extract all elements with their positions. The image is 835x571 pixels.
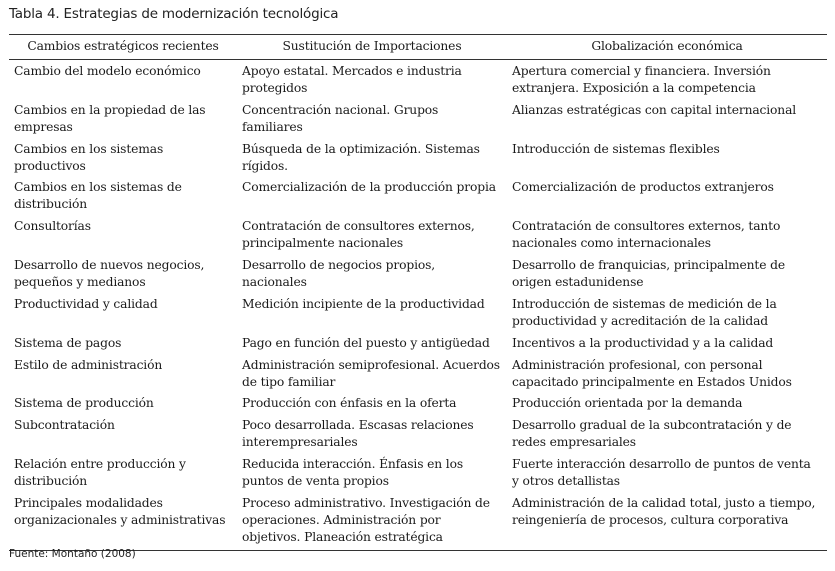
cell-globalizacion: Administración profesional, con personal capacitado principalmente en Estados Unidos (512, 357, 792, 389)
cell-globalizacion: Incentivos a la productividad y a la calidad (512, 335, 774, 350)
cell-cambio: Cambio del modelo económico (14, 64, 201, 78)
table-row (9, 494, 827, 550)
table-row (9, 178, 827, 217)
cell-globalizacion: Desarrollo de franquicias, principalmente de origen estadunidense (512, 258, 785, 289)
cell-cambio: Cambios en los sistemas productivos (14, 141, 164, 173)
cell-cambio: Cambios en los sistemas de distribución (14, 180, 182, 212)
source-note: Fuente: Montaño (2008) (9, 548, 136, 560)
table-row (9, 455, 827, 494)
cell-globalizacion: Introducción de sistemas de medición de la productividad y acreditación de la calidad (512, 296, 777, 328)
table-row (9, 140, 827, 179)
cell-cambio: Sistema de pagos (14, 335, 122, 350)
cell-globalizacion: Administración de la calidad total, justo a tiempo, reingeniería de procesos, cultura corporativa (512, 495, 816, 527)
cell-globalizacion: Alianzas estratégicas con capital internacional (512, 102, 797, 117)
cell-cambio: Desarrollo de nuevos negocios, pequeños y medianos (14, 258, 205, 289)
cell-sustitucion: Proceso administrativo. Investigación de operaciones. Administración por objetivos. Planeación estratégica (242, 495, 490, 544)
cell-globalizacion: Comercialización de productos extranjeros (512, 180, 774, 195)
column-header-cambios: Cambios estratégicos recientes (27, 39, 219, 53)
cell-globalizacion: Apertura comercial y financiera. Inversión extranjera. Exposición a la competencia (512, 64, 771, 95)
cell-cambio: Consultorías (14, 219, 91, 234)
cell-sustitucion: Búsqueda de la optimización. Sistemas rígidos. (242, 141, 480, 173)
table-caption: Tabla 4. Estrategias de modernización tecnológica (9, 6, 339, 22)
table-row (9, 334, 827, 356)
cell-sustitucion: Pago en función del puesto y antigüedad (242, 335, 490, 350)
table-body (9, 60, 827, 551)
cell-sustitucion: Contratación de consultores externos, principalmente nacionales (242, 219, 475, 251)
cell-cambio: Estilo de administración (14, 357, 163, 372)
table-row (9, 295, 827, 334)
cell-globalizacion: Contratación de consultores externos, tanto nacionales como internacionales (512, 219, 781, 251)
table-container (9, 34, 827, 551)
cell-sustitucion: Producción con énfasis en la oferta (242, 396, 457, 411)
cell-sustitucion: Administración semiprofesional. Acuerdos de tipo familiar (242, 357, 500, 389)
table-row (9, 416, 827, 455)
cell-globalizacion: Introducción de sistemas flexibles (512, 141, 720, 156)
cell-cambio: Productividad y calidad (14, 296, 158, 311)
cell-sustitucion: Reducida interacción. Énfasis en los puntos de venta propios (242, 457, 463, 489)
table-row (9, 217, 827, 256)
cell-sustitucion: Apoyo estatal. Mercados e industria protegidos (242, 64, 462, 95)
cell-globalizacion: Producción orientada por la demanda (512, 396, 743, 411)
cell-cambio: Cambios en la propiedad de las empresas (14, 102, 206, 134)
cell-cambio: Subcontratación (14, 418, 115, 433)
cell-sustitucion: Concentración nacional. Grupos familiares (242, 102, 439, 134)
table-header (9, 35, 827, 60)
column-header-sustitucion: Sustitución de Importaciones (282, 39, 462, 53)
cell-sustitucion: Poco desarrollada. Escasas relaciones interempresariales (242, 418, 474, 450)
cell-cambio: Relación entre producción y distribución (14, 457, 186, 489)
table-row (9, 101, 827, 140)
cell-sustitucion: Medición incipiente de la productividad (242, 296, 485, 311)
column-header-globalizacion: Globalización económica (591, 39, 743, 53)
cell-cambio: Sistema de producción (14, 396, 154, 411)
cell-cambio: Principales modalidades organizacionales y administrativas (14, 495, 226, 527)
cell-globalizacion: Fuerte interacción desarrollo de puntos de venta y otros detallistas (512, 457, 811, 489)
strategies-table (9, 34, 827, 551)
table-row (9, 256, 827, 295)
table-row (9, 60, 827, 101)
cell-globalizacion: Desarrollo gradual de la subcontratación y de redes empresariales (512, 418, 792, 450)
table-row (9, 394, 827, 416)
header-row (9, 35, 827, 60)
cell-sustitucion: Desarrollo de negocios propios, nacionales (242, 258, 436, 289)
table-row (9, 356, 827, 395)
cell-sustitucion: Comercialización de la producción propia (242, 180, 496, 195)
